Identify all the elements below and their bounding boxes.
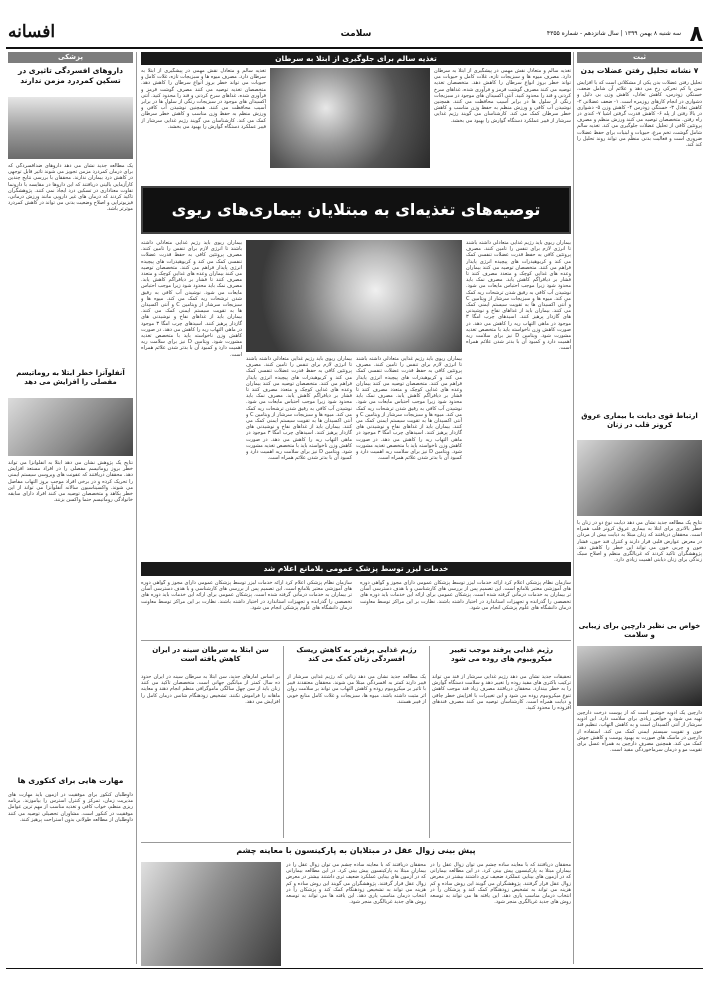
bottom-article-text-right: محققان دریافتند که با معاینه ساده چشم می توان زوال عقل را در بیماران مبتلا به پارکینسون پیش بینی کرد. در این مطالعه بیمارانی که در آزمون های بینایی عملکرد ضعیف تری داشتند بیشتر در معرض زوال عقل قرار گرفتند. پژوهشگران می گویند این روش ساده و کم هزینه می تواند به تشخیص زودهنگام کمک کند و پزشکان را در انتخاب درمان مناسب یاری دهد. این یافته ها می تواند به توسعه روش های جدید غربالگری منجر شود. (430, 862, 571, 906)
logo: افسانه (8, 22, 56, 42)
diabetes-photo (577, 440, 702, 516)
healthy-food-photo (270, 68, 430, 168)
arthritis-photo (8, 398, 133, 456)
main-article-text-right: بیماران ریوی باید رژیم غذایی متعادلی داشته باشند تا انرژی لازم برای تنفس را تامین کنند. مصرف پروتئین کافی به حفظ قدرت عضلات تنفسی کمک می کند و کربوهیدرات های پیچیده انرژی پایدار فراهم می کنند. متخصصان توصیه می کنند بیماران وعده های غذایی کوچک و متعدد مصرف کنند تا فشار بر دیافراگم کاهش یابد. مصرف نمک باید محدود شود زیرا موجب احتباس مایعات می شود. نوشیدن آب کافی به رقیق شدن ترشحات ریه کمک می کند. میوه ها و سبزیجات سرشار از ویتامین C و آنتی اکسیدان ها به تقویت سیستم ایمنی کمک می کنند. بیماران باید از غذاهای نفاخ و نوشیدنی های گازدار پرهیز کنند. اسیدهای چرب امگا ۳ موجود در ماهی التهاب ریه را کاهش می دهد. در صورت کاهش وزن ناخواسته باید با متخصص تغذیه مشورت شود. ویتامین D نیز برای سلامت ریه اهمیت دارد و کمبود آن با بدتر شدن علائم همراه است. (466, 240, 571, 352)
left-article1-text: یک مطالعه جدید نشان می دهد داروهای ضدافسردگی که برای درمان کمردرد مزمن تجویز می شوند تاثیر قابل توجهی در کاهش درد بیماران ندارند. محققان با بررسی نتایج چندین کارآزمایی بالینی دریافتند که این داروها در مقایسه با دارونما تفاوت معناداری در تسکین درد ایجاد نمی کنند. پژوهشگران تاکید کردند که درمان های غیر دارویی مانند ورزش درمانی، فیزیوتراپی و اصلاح وضعیت بدنی می تواند در کاهش کمردرد موثرتر باشد. (8, 163, 133, 213)
right-article3-text: دارچین یک ادویه خوشبو است که از پوست درخت دارچین تهیه می شود و خواص زیادی برای سلامت دارد. این ادویه سرشار از آنتی اکسیدان است و به کاهش التهاب، تنظیم قند خون و تقویت سیستم ایمنی کمک می کند. استفاده از دارچین در ماسک های صورت به بهبود پوست و کاهش جوش کمک می کند. همچنین مصرف دارچین به همراه عسل برای تقویت مو و درمان سرماخوردگی مفید است. (577, 710, 702, 754)
bottom-article-title: پیش بینی زوال عقل در مبتلایان به پارکینسون با معاینه چشم (236, 846, 476, 855)
right-article2-title: ارتباط قوی دیابت با بیماری عروق کرونر قلب در زنان (581, 412, 698, 430)
left-article2-title: آنفلوآنزا خطر ابتلا به روماتیسم مفصلی را افزایش می دهد (16, 369, 125, 387)
small-divider-2 (283, 646, 284, 838)
banner-text-left: سازمان نظام پزشکی اعلام کرد ارائه خدمات لیزر توسط پزشکان عمومی دارای مجوز و گواهی دوره های آموزشی معتبر بلامانع است. این تصمیم پس از بررسی های کارشناسی و با هدف دسترسی آسان تر بیماران به خدمات درمانی گرفته شده است. پزشکان عمومی برای ارائه این خدمات باید دوره های تخصصی را گذرانده و تجهیزات استاندارد در اختیار داشته باشند. نظارت بر این مراکز توسط معاونت درمان دانشگاه های علوم پزشکی انجام می شود. (141, 580, 352, 611)
bottom-divider (141, 842, 571, 843)
left-article1-title: داروهای افسردگی تاثیری در تسکین کمردرد مزمن ندارند (18, 66, 123, 86)
right-article1-text: تحلیل رفتن عضلات بدن یکی از مشکلاتی است که با افزایش سن یا کم تحرکی رخ می دهد و علائم آن شامل ضعف، خستگی زودرس، کاهش تعادل، کاهش وزن بی دلیل و دشواری در انجام کارهای روزمره است. ۱- ضعف عضلانی ۲- کاهش تعادل ۳- خستگی زودرس ۴- کاهش وزن ۵- دشواری در بالا رفتن از پله ۶- کاهش قدرت گرفتن اشیا ۷- کندی در راه رفتن. متخصصان توصیه می کنند ورزش منظم و مصرف پروتئین کافی از تحلیل عضلات جلوگیری می کند. تغذیه سالم شامل گوشت، تخم مرغ، حبوبات و لبنیات برای حفظ عضلات ضروری است و فعالیت بدنی منظم می تواند روند تحلیل را کند کند. (577, 80, 702, 149)
small-article-1-text: تحقیقات جدید نشان می دهد رژیم غذایی سرشار از قند می تواند ترکیب باکتری های مفید روده را تغییر دهد و سلامت دستگاه گوارش را به خطر بیندازد. محققان دریافتند مصرف زیاد قند موجب کاهش تنوع میکروبیوم روده می شود و این تغییرات با افزایش خطر چاقی و دیابت همراه است. کارشناسان توصیه می کنند مصرف قندهای افزوده را محدود کنید. (432, 674, 571, 712)
banner-text-right: سازمان نظام پزشکی اعلام کرد ارائه خدمات لیزر توسط پزشکان عمومی دارای مجوز و گواهی دوره های آموزشی معتبر بلامانع است. این تصمیم پس از بررسی های کارشناسی و با هدف دسترسی آسان تر بیماران به خدمات درمانی گرفته شده است. پزشکان عمومی برای ارائه این خدمات باید دوره های تخصصی را گذرانده و تجهیزات استاندارد در اختیار داشته باشند. نظارت بر این مراکز توسط معاونت درمان دانشگاه های علوم پزشکی انجام می شود. (360, 580, 571, 611)
left-article2-text: نتایج یک پژوهش نشان می دهد ابتلا به آنفلوآنزا می تواند خطر بروز روماتیسم مفصلی را در افراد مستعد افزایش دهد. محققان دریافتند که عفونت های ویروسی سیستم ایمنی را تحریک کرده و در برخی افراد موجب بروز التهاب مفاصل می شوند. واکسیناسیون سالانه آنفلوآنزا می تواند از این خطر بکاهد و متخصصان توصیه می کنند افراد دارای سابقه خانوادگی روماتیسم حتما واکسن بزنند. (8, 460, 133, 504)
salad-photo (246, 240, 462, 352)
main-article-title-box (141, 186, 571, 234)
main-article-title: توصیه‌های تغذیه‌ای به مبتلایان بیماری‌های ریوی (171, 200, 541, 219)
right-column-divider (573, 52, 574, 964)
banner-divider (141, 640, 571, 641)
main-article-text-left: بیماران ریوی باید رژیم غذایی متعادلی داشته باشند تا انرژی لازم برای تنفس را تامین کنند. مصرف پروتئین کافی به حفظ قدرت عضلات تنفسی کمک می کند و کربوهیدرات های پیچیده انرژی پایدار فراهم می کنند. متخصصان توصیه می کنند بیماران وعده های غذایی کوچک و متعدد مصرف کنند تا فشار بر دیافراگم کاهش یابد. مصرف نمک باید محدود شود زیرا موجب احتباس مایعات می شود. نوشیدن آب کافی به رقیق شدن ترشحات ریه کمک می کند. میوه ها و سبزیجات سرشار از ویتامین C و آنتی اکسیدان ها به تقویت سیستم ایمنی کمک می کنند. بیماران باید از غذاهای نفاخ و نوشیدنی های گازدار پرهیز کنند. اسیدهای چرب امگا ۳ موجود در ماهی التهاب ریه را کاهش می دهد. در صورت کاهش وزن ناخواسته باید با متخصص تغذیه مشورت شود. ویتامین D نیز برای سلامت ریه اهمیت دارد و کمبود آن با بدتر شدن علائم همراه است. (141, 240, 242, 358)
cinnamon-photo (577, 646, 702, 706)
page-number: ٨ (689, 22, 703, 47)
small-article-3-text: بر اساس آمارهای جدید، سن ابتلا به سرطان سینه در ایران حدود ده سال کمتر از میانگین جهانی است. متخصصان تاکید می کنند زنان باید از سن چهل سالگی ماموگرافی منظم انجام دهند و معاینه ماهانه را فراموش نکنند. تشخیص زودهنگام شانس درمان کامل را افزایش می دهد. (141, 674, 280, 705)
issue-info: سه شنبه ۸ بهمن ۱۳۹۹ | سال شانزدهم - شماره ۴۳۵۵ (546, 30, 681, 37)
right-article1-title: ۷ نشانه تحلیل رفتن عضلات بدن (580, 66, 699, 75)
small-article-1-title: رژیم غذایی پرفند موجب تغییر میکروبیوم های روده می شود (449, 646, 554, 664)
top-article-text-left: تغذیه سالم و متعادل نقش مهمی در پیشگیری از ابتلا به سرطان دارد. مصرف میوه ها و سبزیجات تازه، غلات کامل و حبوبات می تواند خطر بروز انواع سرطان را کاهش دهد. متخصصان تغذیه توصیه می کنند مصرف گوشت قرمز و فرآوری شده، غذاهای سرخ کردنی و قند را محدود کنید. آنتی اکسیدان های موجود در سبزیجات رنگی از سلول ها در برابر آسیب محافظت می کنند. همچنین نوشیدن آب کافی و ورزش منظم به حفظ وزن مناسب و کاهش خطر سرطان کمک می کند. کارشناسان می گویند رژیم غذایی سرشار از فیبر عملکرد دستگاه گوارش را بهبود می بخشد. (141, 68, 266, 130)
main-article-text-lower-1: بیماران ریوی باید رژیم غذایی متعادلی داشته باشند تا انرژی لازم برای تنفس را تامین کنند. مصرف پروتئین کافی به حفظ قدرت عضلات تنفسی کمک می کند و کربوهیدرات های پیچیده انرژی پایدار فراهم می کنند. متخصصان توصیه می کنند بیماران وعده های غذایی کوچک و متعدد مصرف کنند تا فشار بر دیافراگم کاهش یابد. مصرف نمک باید محدود شود زیرا موجب احتباس مایعات می شود. نوشیدن آب کافی به رقیق شدن ترشحات ریه کمک می کند. میوه ها و سبزیجات سرشار از ویتامین C و آنتی اکسیدان ها به تقویت سیستم ایمنی کمک می کنند. بیماران باید از غذاهای نفاخ و نوشیدنی های گازدار پرهیز کنند. اسیدهای چرب امگا ۳ موجود در ماهی التهاب ریه را کاهش می دهد. در صورت کاهش وزن ناخواسته باید با متخصص تغذیه مشورت شود. ویتامین D نیز برای سلامت ریه اهمیت دارد و کمبود آن با بدتر شدن علائم همراه است. (356, 356, 462, 462)
left-article3-title: مهارت هایی برای کنکوری ها (17, 776, 124, 785)
page-header (6, 22, 703, 48)
left-column-divider (136, 52, 137, 964)
right-section-label: ثبت (577, 52, 702, 63)
small-article-2-text: یک مطالعه جدید نشان می دهد زنانی که رژیم غذایی سرشار از فیبر دارند کمتر به افسردگی مبتلا می شوند. محققان معتقدند فیبر با تاثیر بر میکروبیوم روده و کاهش التهاب می تواند بر سلامت روان اثر مثبت داشته باشد. میوه ها، سبزیجات و غلات کامل منابع خوبی از فیبر هستند. (287, 674, 426, 705)
top-article-text-right: تغذیه سالم و متعادل نقش مهمی در پیشگیری از ابتلا به سرطان دارد. مصرف میوه ها و سبزیجات تازه، غلات کامل و حبوبات می تواند خطر بروز انواع سرطان را کاهش دهد. متخصصان تغذیه توصیه می کنند مصرف گوشت قرمز و فرآوری شده، غذاهای سرخ کردنی و قند را محدود کنید. آنتی اکسیدان های موجود در سبزیجات رنگی از سلول ها در برابر آسیب محافظت می کنند. همچنین نوشیدن آب کافی و ورزش منظم به حفظ وزن مناسب و کاهش خطر سرطان کمک می کند. کارشناسان می گویند رژیم غذایی سرشار از فیبر عملکرد دستگاه گوارش را بهبود می بخشد. (434, 68, 571, 124)
banner-title: خدمات لیزر توسط پزشک عمومی بلامانع اعلام شد (141, 562, 571, 576)
footer-rule (6, 968, 703, 969)
bottom-article-text-mid: محققان دریافتند که با معاینه ساده چشم می توان زوال عقل را در بیماران مبتلا به پارکینسون پیش بینی کرد. در این مطالعه بیمارانی که در آزمون های بینایی عملکرد ضعیف تری داشتند بیشتر در معرض زوال عقل قرار گرفتند. پژوهشگران می گویند این روش ساده و کم هزینه می تواند به تشخیص زودهنگام کمک کند و پزشکان را در انتخاب درمان مناسب یاری دهد. این یافته ها می تواند به توسعه روش های جدید غربالگری منجر شود. (286, 862, 426, 906)
small-divider-1 (429, 646, 430, 838)
left-article3-text: داوطلبان کنکور برای موفقیت در آزمون باید مهارت های مدیریت زمان، تمرکز و کنترل استرس را بیاموزند. برنامه ریزی منظم، خواب کافی و تغذیه مناسب از مهم ترین عوامل موفقیت در کنکور است. مشاوران تحصیلی توصیه می کنند داوطلبان از مطالعه طولانی بدون استراحت پرهیز کنند. (8, 792, 133, 823)
small-article-2-title: رژیم غذایی پرفیبر به کاهش ریسک افسردگی زنان کمک می کند (296, 646, 417, 664)
right-article2-text: نتایج یک مطالعه جدید نشان می دهد دیابت نوع دو در زنان با خطر بالاتری برای ابتلا به بیماری عروق کرونر قلب همراه است. محققان دریافتند که زنان مبتلا به دیابت بیش از مردان در معرض عوارض قلبی قرار دارند و کنترل قند خون، فشار خون و چربی خون می تواند این خطر را کاهش دهد. پژوهشگران تاکید کردند که غربالگری منظم و اصلاح سبک زندگی برای زنان دیابتی اهمیت زیادی دارد. (577, 520, 702, 564)
back-pain-photo (8, 97, 133, 159)
left-section-label: پزشکی (8, 52, 133, 63)
main-article-text-lower-2: بیماران ریوی باید رژیم غذایی متعادلی داشته باشند تا انرژی لازم برای تنفس را تامین کنند. مصرف پروتئین کافی به حفظ قدرت عضلات تنفسی کمک می کند و کربوهیدرات های پیچیده انرژی پایدار فراهم می کنند. متخصصان توصیه می کنند بیماران وعده های غذایی کوچک و متعدد مصرف کنند تا فشار بر دیافراگم کاهش یابد. مصرف نمک باید محدود شود زیرا موجب احتباس مایعات می شود. نوشیدن آب کافی به رقیق شدن ترشحات ریه کمک می کند. میوه ها و سبزیجات سرشار از ویتامین C و آنتی اکسیدان ها به تقویت سیستم ایمنی کمک می کنند. بیماران باید از غذاهای نفاخ و نوشیدنی های گازدار پرهیز کنند. اسیدهای چرب امگا ۳ موجود در ماهی التهاب ریه را کاهش می دهد. در صورت کاهش وزن ناخواسته باید با متخصص تغذیه مشورت شود. ویتامین D نیز برای سلامت ریه اهمیت دارد و کمبود آن با بدتر شدن علائم همراه است. (246, 356, 352, 462)
small-article-3-title: سن ابتلا به سرطان سینه در ایران کاهش یافته است (152, 646, 269, 664)
section-title: سلامت (340, 29, 372, 39)
top-article-title: تغذیه سالم برای جلوگیری از ابتلا به سرطان (141, 52, 571, 65)
eye-exam-photo (141, 862, 281, 966)
header-rule (6, 47, 703, 49)
right-article3-title: خواص بی نظیر دارچین برای زیبایی و سلامت (578, 622, 701, 640)
